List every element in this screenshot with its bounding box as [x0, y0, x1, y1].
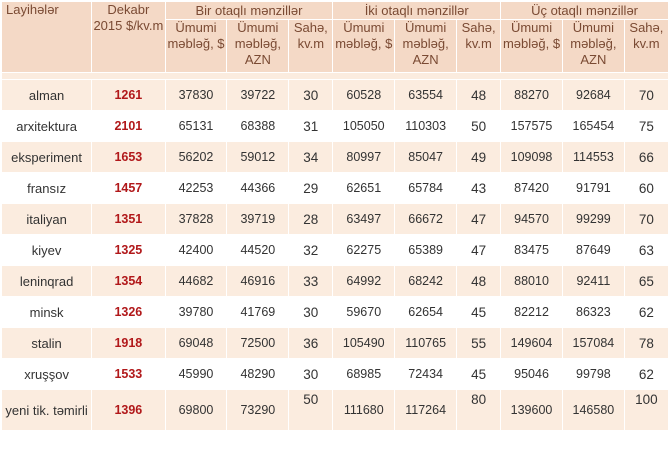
area-cell: 70 [624, 80, 668, 111]
amount-cell: 117264 [395, 390, 457, 431]
spacer-row [2, 73, 669, 80]
amount-cell: 44520 [227, 235, 289, 266]
area-cell: 62 [624, 297, 668, 328]
price-per-sqm: 1354 [92, 266, 165, 297]
amount-cell: 91791 [562, 173, 624, 204]
amount-cell: 111680 [333, 390, 395, 431]
amount-cell: 73290 [227, 390, 289, 431]
amount-cell: 45990 [165, 359, 227, 390]
subheader-usd: Ümumi məbləğ, $ [333, 20, 395, 73]
header-group-2: İki otaqlı mənzillər [333, 2, 501, 20]
price-per-sqm: 1653 [92, 142, 165, 173]
amount-cell: 87649 [562, 235, 624, 266]
area-cell: 30 [289, 80, 333, 111]
amount-cell: 87420 [501, 173, 563, 204]
table-row [2, 204, 669, 235]
amount-cell: 39719 [227, 204, 289, 235]
project-name: alman [2, 80, 92, 111]
area-cell: 32 [289, 235, 333, 266]
amount-cell: 65389 [395, 235, 457, 266]
area-cell: 33 [289, 266, 333, 297]
amount-cell: 95046 [501, 359, 563, 390]
area-cell: 80 [457, 390, 501, 431]
area-cell: 31 [289, 111, 333, 142]
amount-cell: 72500 [227, 328, 289, 359]
subheader-azn: Ümumi məbləğ, AZN [395, 20, 457, 73]
project-name: arxitektura [2, 111, 92, 142]
subheader-usd: Ümumi məbləğ, $ [165, 20, 227, 73]
header-dekabr: Dekabr 2015 $/kv.m [92, 2, 165, 73]
area-cell: 47 [457, 235, 501, 266]
amount-cell: 139600 [501, 390, 563, 431]
table-body [2, 73, 669, 431]
amount-cell: 39780 [165, 297, 227, 328]
area-cell: 65 [624, 266, 668, 297]
amount-cell: 60528 [333, 80, 395, 111]
table-row [2, 80, 669, 111]
amount-cell: 165454 [562, 111, 624, 142]
amount-cell: 65784 [395, 173, 457, 204]
amount-cell: 88010 [501, 266, 563, 297]
header-group-3: Üç otaqlı mənzillər [501, 2, 669, 20]
price-table [1, 1, 669, 431]
amount-cell: 42400 [165, 235, 227, 266]
amount-cell: 110303 [395, 111, 457, 142]
amount-cell: 46916 [227, 266, 289, 297]
amount-cell: 85047 [395, 142, 457, 173]
amount-cell: 72434 [395, 359, 457, 390]
subheader-azn: Ümumi məbləğ, AZN [227, 20, 289, 73]
amount-cell: 92411 [562, 266, 624, 297]
amount-cell: 110765 [395, 328, 457, 359]
area-cell: 60 [624, 173, 668, 204]
amount-cell: 63497 [333, 204, 395, 235]
amount-cell: 80997 [333, 142, 395, 173]
amount-cell: 105050 [333, 111, 395, 142]
project-name: xruşşov [2, 359, 92, 390]
amount-cell: 48290 [227, 359, 289, 390]
table-row [2, 235, 669, 266]
area-cell: 62 [624, 359, 668, 390]
area-cell: 30 [289, 359, 333, 390]
amount-cell: 44366 [227, 173, 289, 204]
table-row [2, 328, 669, 359]
price-per-sqm: 1261 [92, 80, 165, 111]
amount-cell: 65131 [165, 111, 227, 142]
price-per-sqm: 1533 [92, 359, 165, 390]
area-cell: 55 [457, 328, 501, 359]
price-per-sqm: 1457 [92, 173, 165, 204]
amount-cell: 88270 [501, 80, 563, 111]
header-layihe: Layihələr [2, 2, 92, 73]
amount-cell: 37828 [165, 204, 227, 235]
amount-cell: 62275 [333, 235, 395, 266]
amount-cell: 99798 [562, 359, 624, 390]
amount-cell: 157084 [562, 328, 624, 359]
amount-cell: 86323 [562, 297, 624, 328]
area-cell: 50 [457, 111, 501, 142]
project-name: italiyan [2, 204, 92, 235]
subheader-azn: Ümumi məbləğ, AZN [562, 20, 624, 73]
project-name: stalin [2, 328, 92, 359]
area-cell: 34 [289, 142, 333, 173]
table-row [2, 173, 669, 204]
amount-cell: 99299 [562, 204, 624, 235]
amount-cell: 105490 [333, 328, 395, 359]
area-cell: 48 [457, 80, 501, 111]
area-cell: 36 [289, 328, 333, 359]
amount-cell: 69800 [165, 390, 227, 431]
project-name: kiyev [2, 235, 92, 266]
amount-cell: 66672 [395, 204, 457, 235]
amount-cell: 68388 [227, 111, 289, 142]
header-group-1: Bir otaqlı mənzillər [165, 2, 333, 20]
table-row [2, 359, 669, 390]
table-row [2, 142, 669, 173]
price-per-sqm: 1396 [92, 390, 165, 431]
table-row [2, 390, 669, 431]
amount-cell: 59670 [333, 297, 395, 328]
area-cell: 100 [624, 390, 668, 431]
subheader-area: Sahə, kv.m [624, 20, 668, 73]
area-cell: 29 [289, 173, 333, 204]
amount-cell: 83475 [501, 235, 563, 266]
amount-cell: 37830 [165, 80, 227, 111]
project-name: fransız [2, 173, 92, 204]
amount-cell: 92684 [562, 80, 624, 111]
table-row [2, 111, 669, 142]
amount-cell: 109098 [501, 142, 563, 173]
project-name: yeni tik. təmirli [2, 390, 92, 431]
amount-cell: 82212 [501, 297, 563, 328]
area-cell: 45 [457, 297, 501, 328]
price-per-sqm: 1326 [92, 297, 165, 328]
amount-cell: 68242 [395, 266, 457, 297]
amount-cell: 42253 [165, 173, 227, 204]
subheader-area: Sahə, kv.m [457, 20, 501, 73]
area-cell: 30 [289, 297, 333, 328]
project-name: minsk [2, 297, 92, 328]
area-cell: 75 [624, 111, 668, 142]
amount-cell: 41769 [227, 297, 289, 328]
amount-cell: 64992 [333, 266, 395, 297]
amount-cell: 149604 [501, 328, 563, 359]
price-per-sqm: 2101 [92, 111, 165, 142]
area-cell: 63 [624, 235, 668, 266]
amount-cell: 62651 [333, 173, 395, 204]
amount-cell: 114553 [562, 142, 624, 173]
area-cell: 70 [624, 204, 668, 235]
area-cell: 49 [457, 142, 501, 173]
price-per-sqm: 1351 [92, 204, 165, 235]
area-cell: 45 [457, 359, 501, 390]
area-cell: 43 [457, 173, 501, 204]
table-row [2, 266, 669, 297]
amount-cell: 59012 [227, 142, 289, 173]
project-name: eksperiment [2, 142, 92, 173]
price-per-sqm: 1325 [92, 235, 165, 266]
amount-cell: 39722 [227, 80, 289, 111]
amount-cell: 56202 [165, 142, 227, 173]
area-cell: 48 [457, 266, 501, 297]
price-per-sqm: 1918 [92, 328, 165, 359]
amount-cell: 68985 [333, 359, 395, 390]
subheader-usd: Ümumi məbləğ, $ [501, 20, 563, 73]
subheader-area: Sahə, kv.m [289, 20, 333, 73]
area-cell: 66 [624, 142, 668, 173]
area-cell: 50 [289, 390, 333, 431]
area-cell: 28 [289, 204, 333, 235]
table-row [2, 297, 669, 328]
amount-cell: 146580 [562, 390, 624, 431]
amount-cell: 44682 [165, 266, 227, 297]
amount-cell: 69048 [165, 328, 227, 359]
area-cell: 78 [624, 328, 668, 359]
amount-cell: 94570 [501, 204, 563, 235]
amount-cell: 62654 [395, 297, 457, 328]
amount-cell: 157575 [501, 111, 563, 142]
area-cell: 47 [457, 204, 501, 235]
project-name: leninqrad [2, 266, 92, 297]
amount-cell: 63554 [395, 80, 457, 111]
